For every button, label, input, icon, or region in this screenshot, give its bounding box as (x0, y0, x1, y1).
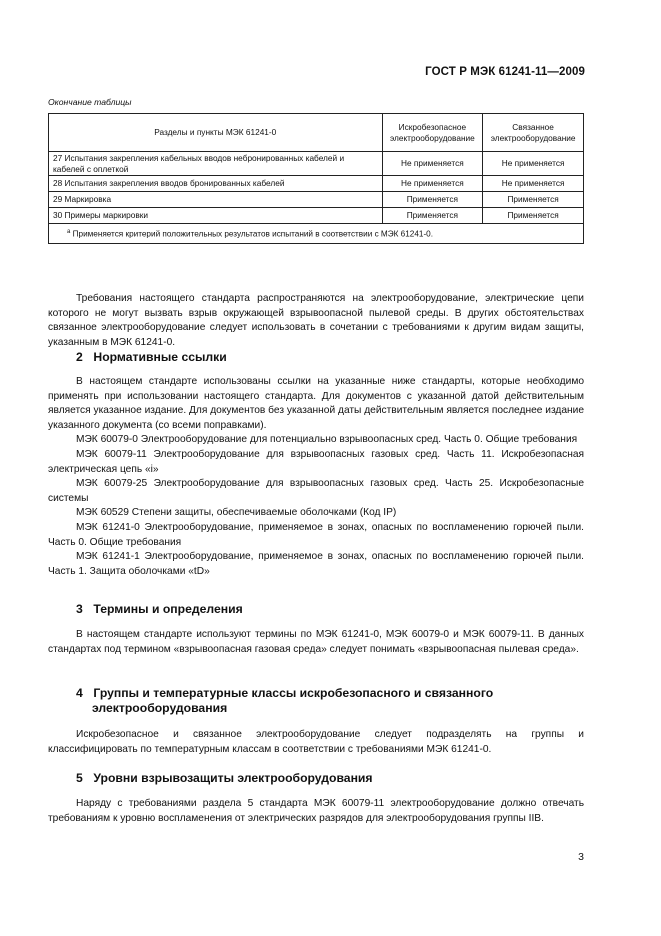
page-number: 3 (578, 851, 584, 863)
sections-table (48, 113, 584, 244)
normative-references (48, 375, 584, 579)
table-row (49, 176, 584, 192)
header-associated: Связанное электрооборудование (483, 114, 584, 152)
section-5-title: Уровни взрывозащиты электрооборудования (93, 771, 373, 785)
header-intrinsic: Искробезопасное электрооборудование (382, 114, 483, 152)
reference-item: МЭК 61241-0 Электрооборудование, применяемое в зонах, опасных по воспламенению горючей пыли. Часть 0. Общие требования (48, 521, 584, 548)
footnote-mark: а (67, 228, 71, 235)
cell-associated: Не применяется (483, 176, 584, 192)
table-row (49, 192, 584, 208)
cell-section: 28 Испытания закрепления вводов бронированных кабелей (49, 176, 383, 192)
table-footnote (49, 224, 584, 244)
section-4-title-line2: электрооборудования (92, 701, 228, 715)
section-3-title: Термины и определения (93, 602, 243, 616)
cell-intrinsic: Применяется (382, 208, 483, 224)
cell-section: 29 Маркировка (49, 192, 383, 208)
intro-paragraph: Требования настоящего стандарта распространяются на электрооборудование, электрические цепи которого не могут вызвать взрыв окружающей взрывоопасной пылевой среды. В других обстоятельствах связанное электрооборудование следует использовать в сочетании с требованиями к другим видам защиты, указанным в МЭК 61241-0. (48, 293, 584, 348)
table-row (49, 208, 584, 224)
section-3-heading: 3 Термины и определения (76, 602, 243, 616)
cell-section: 27 Испытания закрепления кабельных вводов небронированных кабелей и кабелей с оплеткой (49, 152, 383, 176)
table-footnote-row (49, 224, 584, 244)
section-3-text: В настоящем стандарте используют термины по МЭК 61241-0, МЭК 60079-0 и МЭК 60079-11. В данных стандартах под термином «взрывоопасная газовая среда» следует понимать «взрывоопасная пылевая среда». (48, 629, 584, 655)
reference-item: МЭК 60079-0 Электрооборудование для потенциально взрывоопасных сред. Часть 0. Общие требования (76, 434, 578, 446)
cell-intrinsic: Применяется (382, 192, 483, 208)
reference-item: МЭК 61241-1 Электрооборудование, применяемое в зонах, опасных по воспламенению горючей пыли. Часть 1. Защита оболочками «tD» (48, 551, 584, 577)
table-caption: Окончание таблицы (48, 97, 132, 107)
cell-associated: Не применяется (483, 152, 584, 176)
cell-section: 30 Примеры маркировки (49, 208, 383, 224)
document-code: ГОСТ Р МЭК 61241-11—2009 (425, 66, 585, 78)
section-5-heading: 5 Уровни взрывозащиты электрооборудования (76, 771, 373, 785)
cell-associated: Применяется (483, 208, 584, 224)
section-5-text: Наряду с требованиями раздела 5 стандарта МЭК 60079-11 электрооборудование должно отвечать требованиям к уровню воспламенения от электрических разрядов для электрооборудования группы IIB. (48, 798, 584, 824)
cell-associated: Применяется (483, 192, 584, 208)
section-2-heading: 2 Нормативные ссылки (76, 350, 227, 364)
section-4-text: Искробезопасное и связанное электрооборудование следует подразделять на группы и классифицировать по температурным классам в соответствии с требованиями МЭК 61241-0. (48, 729, 584, 755)
cell-intrinsic: Не применяется (382, 176, 483, 192)
table-header-row (49, 114, 584, 152)
reference-item: МЭК 60079-11 Электрооборудование для взрывоопасных газовых сред. Часть 11. Искробезопасная электрическая цепь «i» (48, 448, 584, 475)
header-sections: Разделы и пункты МЭК 61241-0 (49, 114, 383, 152)
table-row (49, 152, 584, 176)
reference-item: МЭК 60529 Степени защиты, обеспечиваемые оболочками (Код IP) (76, 507, 397, 519)
section-4-title-line1: Группы и температурные классы искробезопасного и связанного (93, 686, 494, 700)
reference-item: МЭК 60079-25 Электрооборудование для взрывоопасных газовых сред. Часть 25. Искробезопасные системы (48, 478, 584, 504)
section-2-title: Нормативные ссылки (93, 350, 227, 364)
footnote-text: Применяется критерий положительных результатов испытаний в соответствии с МЭК 61241-0. (72, 229, 434, 239)
cell-intrinsic: Не применяется (382, 152, 483, 176)
section-2-intro: В настоящем стандарте использованы ссылки на указанные ниже стандарты, которые необходимо применять при использовании настоящего стандарта. Для документов с указанной датой действительным является указанное издание. Для документов без указанной даты действительным является последнее издание указанного документа (со всеми поправками). (48, 376, 584, 431)
section-4-heading: 4 Группы и температурные классы искробезопасного и связанного электрооборудования (76, 686, 576, 716)
